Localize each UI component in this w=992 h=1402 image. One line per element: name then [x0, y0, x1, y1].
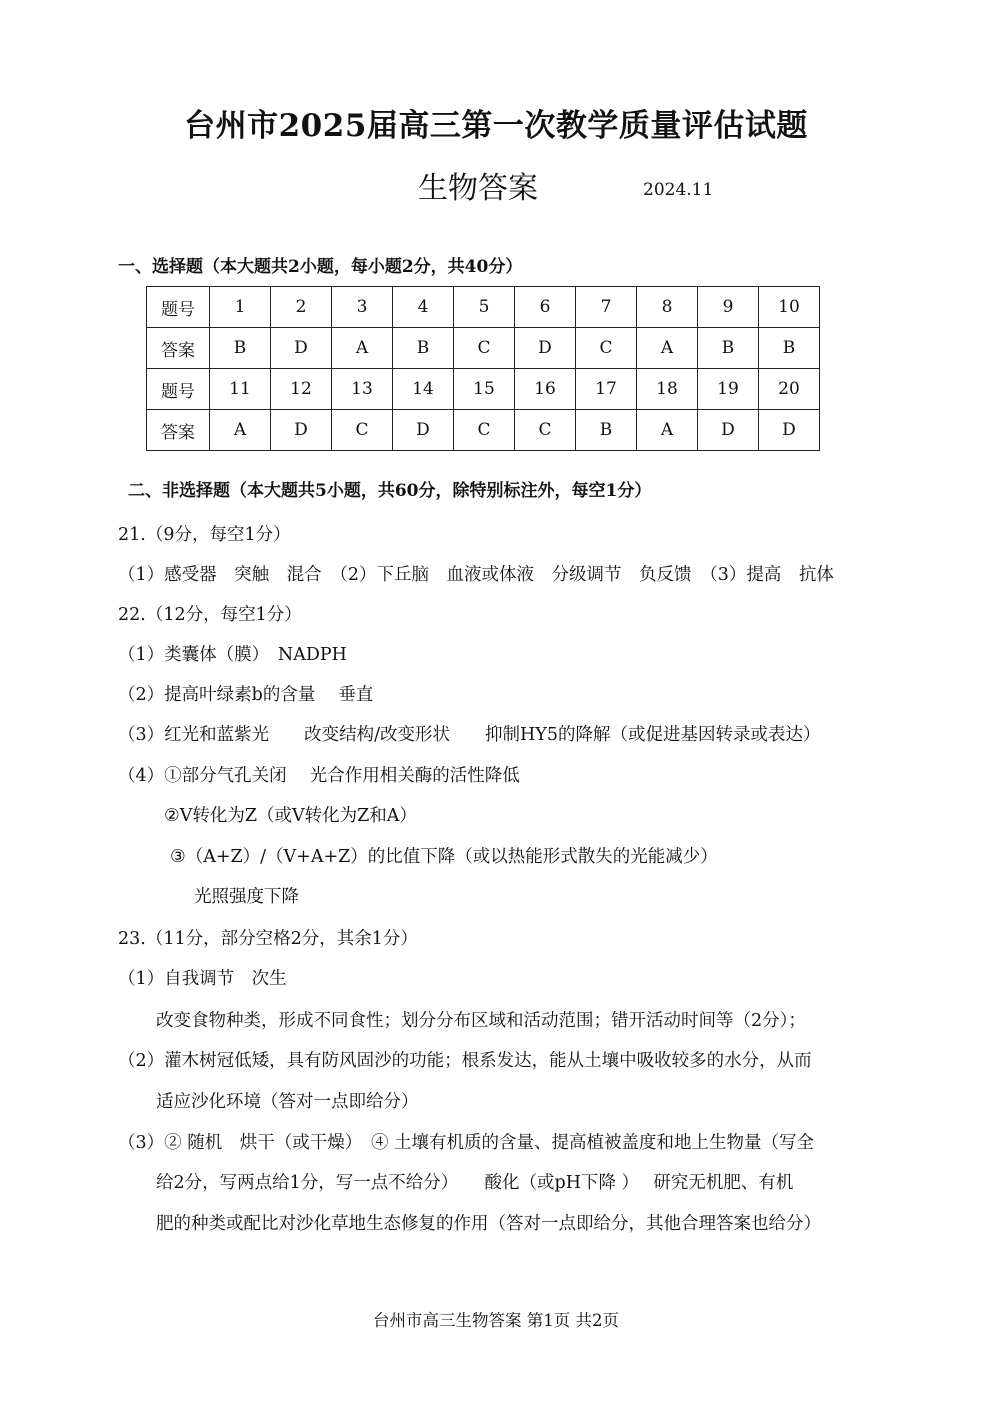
row-label: 题号	[147, 369, 210, 410]
table-cell: C	[454, 328, 515, 369]
table-cell: 1	[210, 287, 271, 328]
table-cell: 7	[576, 287, 637, 328]
page-footer: 台州市高三生物答案 第1页 共2页	[373, 1311, 619, 1330]
table-cell: D	[515, 328, 576, 369]
answer-line: （2）提高叶绿素b的含量 垂直	[118, 685, 374, 705]
table-cell: D	[759, 410, 820, 451]
table-cell: D	[271, 410, 332, 451]
table-row	[147, 328, 820, 369]
table-cell: 18	[637, 369, 698, 410]
table-cell: A	[332, 328, 393, 369]
table-cell: B	[698, 328, 759, 369]
row-label: 答案	[147, 328, 210, 369]
answer-line: 给2分，写两点给1分，写一点不给分） 酸化（或pH下降 ） 研究无机肥、有机	[156, 1173, 794, 1193]
table-cell: 10	[759, 287, 820, 328]
question-23-header: 23.（11分，部分空格2分，其余1分）	[118, 929, 418, 949]
table-cell: 3	[332, 287, 393, 328]
answer-line: 光照强度下降	[194, 887, 299, 907]
answer-line: （3）红光和蓝紫光 改变结构/改变形状 抑制HY5的降解（或促进基因转录或表达）	[118, 725, 821, 745]
answer-line: 改变食物种类，形成不同食性；划分分布区域和活动范围；错开活动时间等（2分）；	[156, 1011, 806, 1031]
table-cell: 4	[393, 287, 454, 328]
row-label: 答案	[147, 410, 210, 451]
table-row	[147, 369, 820, 410]
table-cell: B	[210, 328, 271, 369]
answer-line: （1）类囊体（膜） NADPH	[118, 645, 347, 665]
answer-line: （1）自我调节 次生	[118, 969, 287, 989]
table-cell: 12	[271, 369, 332, 410]
table-cell: 13	[332, 369, 393, 410]
table-cell: C	[576, 328, 637, 369]
section2-heading: 二、非选择题（本大题共5小题，共60分，除特别标注外，每空1分）	[128, 481, 652, 501]
answer-line: （3）② 随机 烘干（或干燥） ④ 土壤有机质的含量、提高植被盖度和地上生物量（写全	[118, 1133, 815, 1153]
section1-heading: 一、选择题（本大题共2小题，每小题2分，共40分）	[118, 257, 523, 277]
table-cell: 6	[515, 287, 576, 328]
table-cell: A	[637, 328, 698, 369]
table-cell: 8	[637, 287, 698, 328]
answer-line: （1）感受器 突触 混合 （2）下丘脑 血液或体液 分级调节 负反馈 （3）提高 抗体	[118, 565, 834, 585]
table-cell: 2	[271, 287, 332, 328]
table-cell: 11	[210, 369, 271, 410]
row-label: 题号	[147, 287, 210, 328]
answer-line: （4）①部分气孔关闭 光合作用相关酶的活性降低	[118, 766, 520, 786]
page-subtitle: 生物答案	[418, 171, 538, 206]
page-title: 台州市2025届高三第一次教学质量评估试题	[184, 108, 808, 144]
table-cell: C	[332, 410, 393, 451]
table-cell: B	[759, 328, 820, 369]
table-cell: C	[454, 410, 515, 451]
table-cell: A	[210, 410, 271, 451]
table-cell: 15	[454, 369, 515, 410]
answer-line: ②V转化为Z（或V转化为Z和A）	[164, 806, 417, 826]
answer-line: （2）灌木树冠低矮，具有防风固沙的功能；根系发达，能从土壤中吸收较多的水分，从而	[118, 1051, 812, 1071]
answer-line: 适应沙化环境（答对一点即给分）	[156, 1092, 419, 1112]
table-cell: A	[637, 410, 698, 451]
answer-line: 肥的种类或配比对沙化草地生态修复的作用（答对一点即给分，其他合理答案也给分）	[156, 1214, 821, 1234]
table-cell: D	[393, 410, 454, 451]
table-cell: 16	[515, 369, 576, 410]
table-row	[147, 287, 820, 328]
table-row	[147, 410, 820, 451]
table-cell: D	[698, 410, 759, 451]
table-cell: 19	[698, 369, 759, 410]
table-cell: 17	[576, 369, 637, 410]
answer-line: ③（A+Z）/（V+A+Z）的比值下降（或以热能形式散失的光能减少）	[170, 847, 718, 867]
table-cell: B	[576, 410, 637, 451]
answer-table	[146, 286, 820, 451]
table-cell: 5	[454, 287, 515, 328]
exam-date: 2024.11	[643, 180, 714, 200]
table-cell: 20	[759, 369, 820, 410]
question-22-header: 22.（12分，每空1分）	[118, 605, 302, 625]
table-cell: 9	[698, 287, 759, 328]
table-cell: D	[271, 328, 332, 369]
question-21-header: 21.（9分，每空1分）	[118, 525, 291, 545]
table-cell: B	[393, 328, 454, 369]
table-cell: C	[515, 410, 576, 451]
table-cell: 14	[393, 369, 454, 410]
